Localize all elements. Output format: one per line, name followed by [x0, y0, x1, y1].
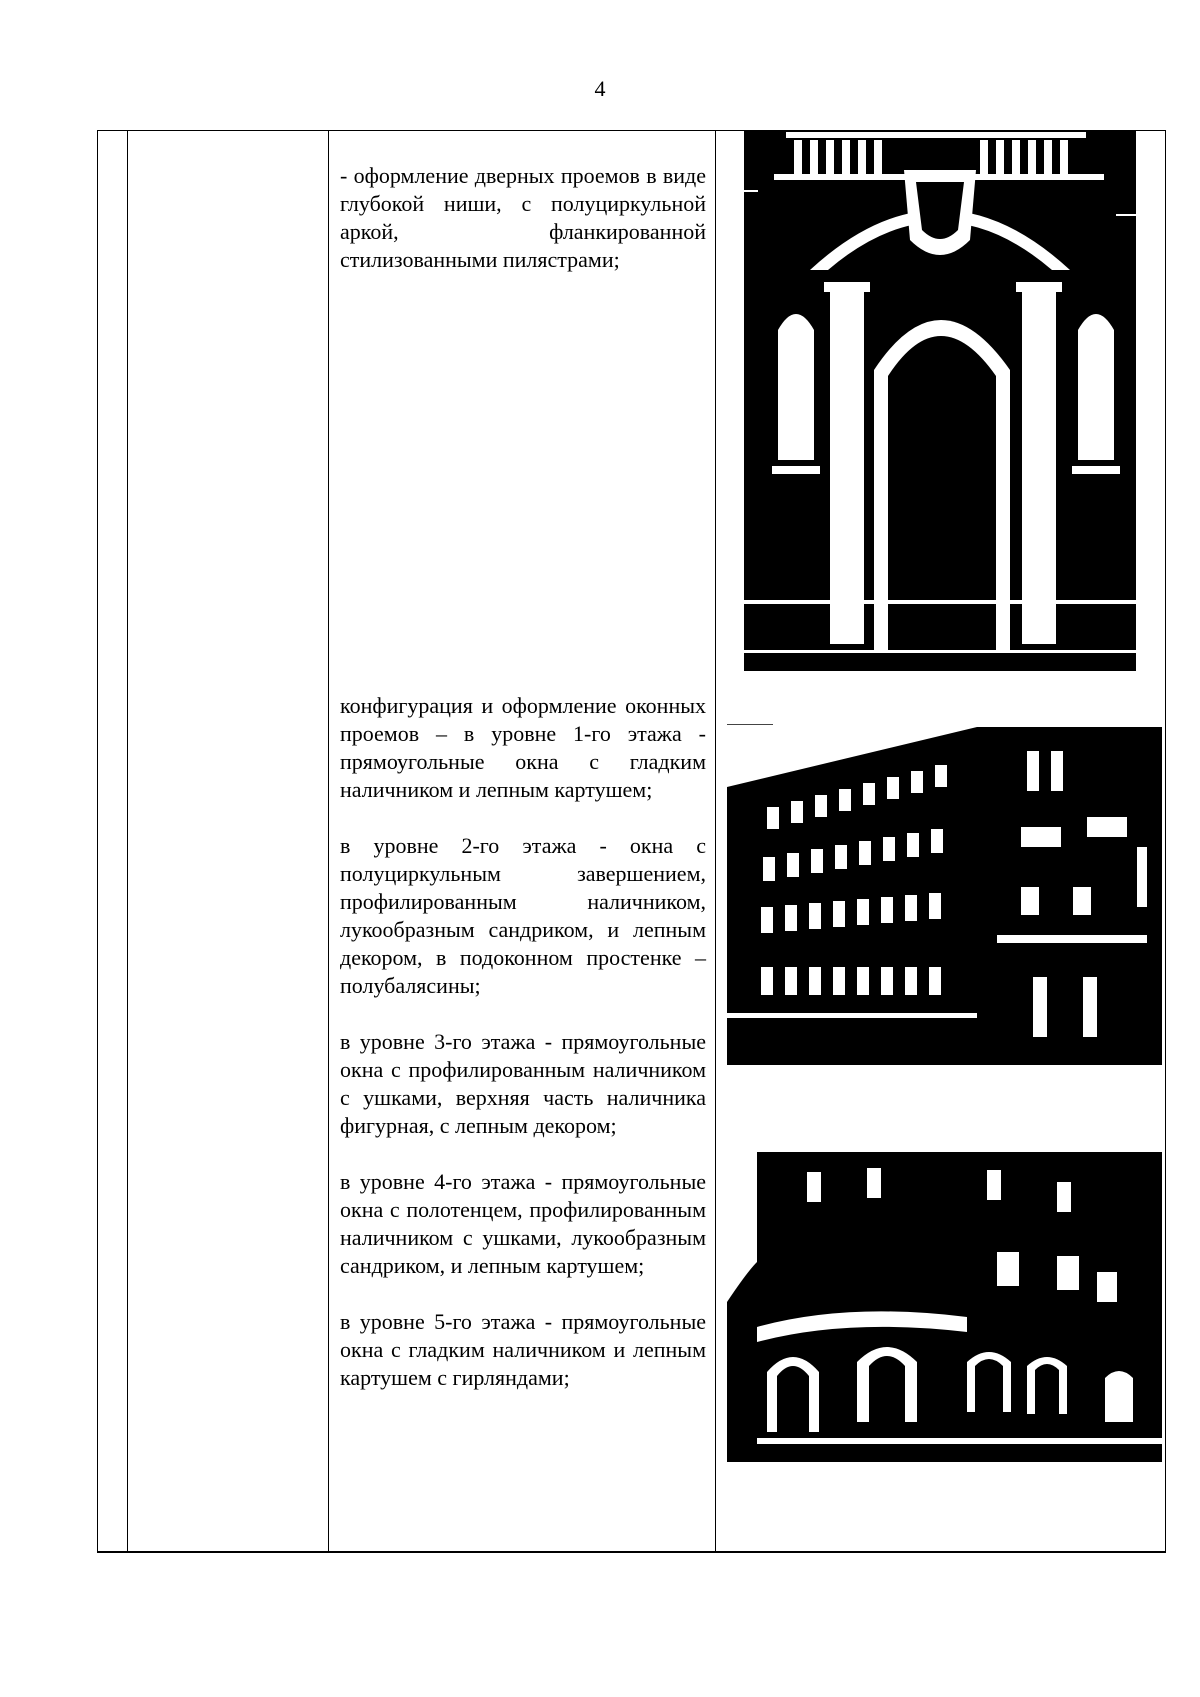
photo-facade-windows	[727, 727, 1162, 1065]
table-border-left	[97, 130, 98, 1553]
paragraph-door: - оформление дверных проемов в виде глубокой ниши, с полуциркульной аркой, фланкированной стилизованными пилястрами;	[340, 163, 706, 272]
photo-corner-building	[727, 1152, 1162, 1462]
table-border-right	[1165, 130, 1166, 1553]
page-number: 4	[594, 76, 606, 101]
paragraph-floor-1: конфигурация и оформление оконных проемов – в уровне 1-го этажа - прямоугольные окна с гладким наличником и лепным картушем;	[340, 693, 706, 802]
separator-line	[727, 724, 773, 725]
table-column-divider-3	[715, 130, 716, 1553]
paragraph-floor-4: в уровне 4-го этажа - прямоугольные окна с полотенцем, профилированным наличником с ушками, лукообразным сандриком, и лепным картушем;	[340, 1169, 706, 1278]
paragraph-floor-5: в уровне 5-го этажа - прямоугольные окна с гладким наличником и лепным картушем с гирляндами;	[340, 1309, 706, 1390]
text-door-openings	[340, 162, 706, 274]
paragraph-floor-3: в уровне 3-го этажа - прямоугольные окна с профилированным наличником с ушками, верхняя часть наличника фигурная, с лепным декором;	[340, 1029, 706, 1138]
photo-door-portal	[744, 130, 1136, 671]
table-column-divider-1	[127, 130, 128, 1553]
paragraph-floor-2: в уровне 2-го этажа - окна с полуциркульным завершением, профилированным наличником, лукообразным сандриком, и лепным декором, в подоконном простенке – полубалясины;	[340, 833, 706, 998]
text-window-openings	[340, 692, 706, 1392]
table-column-divider-2	[328, 130, 329, 1553]
